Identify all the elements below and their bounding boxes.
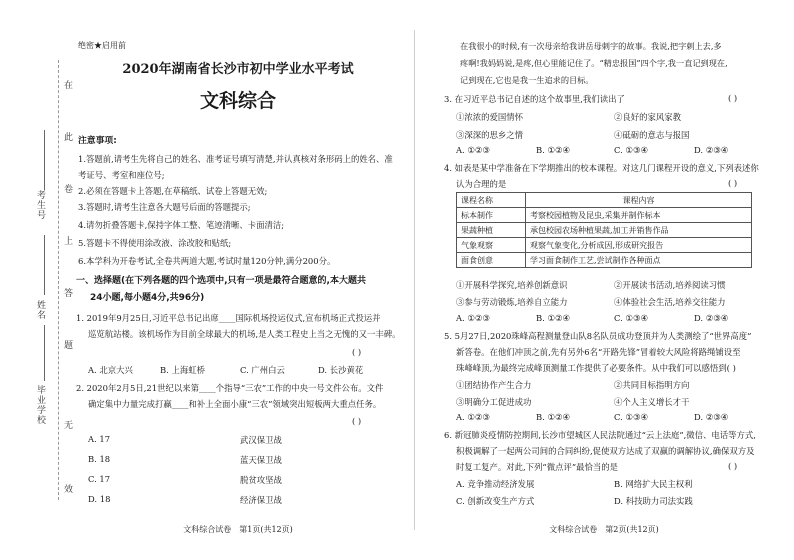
option-d[interactable]: D. ②③④ [694, 313, 729, 323]
question-stem: 巡览航站楼。该机场作为目前全球最大的机场,是人类工程史上当之无愧的又一丰碑。 [88, 329, 401, 339]
statement-item: ②共同目标指明方向 [614, 380, 690, 390]
option-b-text: 蓝天保卫战 [240, 455, 282, 465]
field-name[interactable]: 姓名 [35, 300, 45, 320]
statement-item: ②良好的家风家教 [614, 112, 681, 122]
notice-line: 5.答题卡不得使用涂改液、涂改胶和贴纸; [78, 238, 232, 248]
notice-title: 注意事项: [78, 136, 117, 146]
side-label: 此 [62, 132, 72, 142]
option-d-text: 经济保卫战 [240, 495, 282, 505]
option-d[interactable]: D. ②③④ [694, 412, 729, 422]
table-row [457, 208, 752, 223]
option-b[interactable]: B. 上海虹桥 [160, 365, 205, 375]
option-d[interactable]: D. 18 [88, 494, 111, 504]
statement-item: ②开展读书活动,培养阅读习惯 [614, 280, 726, 290]
intro-line: 疼啊!我妈妈说,是疼,但心里能记住了。“精忠报国”四个字,我一直记到现在, [460, 58, 728, 68]
side-label: 效 [62, 484, 72, 494]
statement-item: ①开展科学探究,培养创新意识 [456, 280, 568, 290]
table-cell: 观察气象变化,分析成因,形成研究报告 [526, 238, 752, 253]
question-stem: 确定集中力量完成打赢____和补上全面小康“三农”领域突出短板两大重点任务。 [88, 399, 382, 409]
binding-dashed-line [58, 60, 59, 500]
question-stem: 珠峰峰顶,为最终完成峰顶测量工作提供了必要条件。从中我们可以感悟到( ) [456, 363, 736, 373]
subject-title: 文科综合 [199, 90, 276, 112]
statement-item: ③明确分工促进成功 [456, 397, 532, 407]
question-stem: 4. 如表是某中学准备在下学期推出的校本课程。对这几门课程开设的意义,下列表述你 [444, 163, 759, 173]
question-stem: 新答卷。在他们冲顶之前,先有另外6名“开路先锋”冒着较大风险将路绳铺设至 [456, 347, 741, 357]
table-cell: 标本制作 [457, 208, 526, 223]
option-d[interactable]: D. 科技助力司法实践 [614, 496, 693, 506]
table-header-row [457, 193, 752, 208]
question-stem: 2. 2020年2月5日,21世纪以来第____个指导“三农”工作的中央一号文件公布。文件 [76, 383, 384, 393]
table-cell: 果蔬种植 [457, 223, 526, 238]
option-a[interactable]: A. 竞争推动经济发展 [456, 479, 535, 489]
secret-mark: 绝密★启用前 [78, 41, 126, 50]
field-line [44, 235, 45, 295]
notice-line: 4.请勿折叠答题卡,保持字体工整、笔迹清晰、卡面清洁; [78, 220, 285, 230]
option-c[interactable]: C. ①③④ [614, 313, 648, 323]
answer-paren: ( ) [352, 347, 362, 357]
option-b[interactable]: B. 网络扩大民主权利 [614, 479, 693, 489]
question-stem: 6. 新冠肺炎疫情防控期间,长沙市望城区人民法院通过“云上法庭”,微信、电话等方式, [444, 430, 756, 440]
option-a[interactable]: A. 17 [88, 434, 111, 444]
section-heading: 一、选择题(在下列各题的四个选项中,只有一项是最符合题意的,本大题共 [76, 276, 366, 286]
table-cell: 气象观察 [457, 238, 526, 253]
option-a[interactable]: A. 北京大兴 [88, 365, 133, 375]
course-table [456, 192, 752, 268]
statement-item: ④砥砺的意志与报国 [614, 130, 690, 140]
exam-title: 2020年湖南省长沙市初中学业水平考试 [122, 62, 354, 77]
page-footer: 文科综合试卷 第1页(共12页) [183, 525, 293, 534]
option-c[interactable]: C. ①③④ [614, 412, 648, 422]
answer-paren: ( ) [728, 93, 738, 103]
field-school[interactable]: 毕业学校 [35, 385, 45, 425]
table-cell: 学习面食制作工艺,尝试制作各种面点 [526, 253, 752, 268]
table-cell: 面食创意 [457, 253, 526, 268]
intro-line: 在我很小的时候,有一次母亲给我讲岳母刺字的故事。我说,把字刺上去,多 [460, 41, 722, 51]
side-label: 上 [62, 236, 72, 246]
statement-item: ④体验社会生活,培养交往能力 [614, 297, 726, 307]
option-a[interactable]: A. ①②③ [456, 412, 490, 422]
option-a[interactable]: A. ①②③ [456, 145, 490, 155]
question-stem: 积极调解了一起两公司间的合同纠纷,促使双方达成了双赢的调解协议,确保双方及 [456, 446, 755, 456]
table-row [457, 238, 752, 253]
answer-paren: ( ) [728, 461, 738, 471]
option-c[interactable]: C. 17 [88, 474, 111, 484]
notice-line: 考证号、考室和座位号; [78, 170, 165, 180]
table-cell: 考察校园植物及昆虫,采集并制作标本 [526, 208, 752, 223]
statement-item: ④个人主义增长才干 [614, 397, 690, 407]
option-a[interactable]: A. ①②③ [456, 313, 490, 323]
notice-line: 1.答题前,请考生先将自己的姓名、准考证号填写清楚,并认真核对条形码上的姓名、准 [78, 154, 393, 164]
side-label: 在 [62, 80, 72, 90]
table-row [457, 253, 752, 268]
statement-item: ③参与劳动锻炼,培养自立能力 [456, 297, 568, 307]
intro-line: 记到现在,它也是我一生追求的目标。 [460, 75, 594, 85]
option-b[interactable]: B. 18 [88, 454, 111, 464]
field-line [44, 130, 45, 190]
question-stem: 1. 2019年9月25日,习近平总书记出席____国际机场投运仪式,宣布机场正式投运并 [76, 313, 381, 323]
statement-item: ①团结协作产生合力 [456, 380, 532, 390]
option-c[interactable]: C. 广州白云 [240, 365, 285, 375]
option-b[interactable]: B. ①②④ [536, 313, 571, 323]
table-cell: 承包校园农场种植果蔬,加工并销售作品 [526, 223, 752, 238]
field-exam-number[interactable]: 考生号 [35, 190, 45, 220]
page-footer: 文科综合试卷 第2页(共12页) [549, 525, 659, 534]
answer-paren: ( ) [352, 416, 362, 426]
answer-paren: ( ) [728, 178, 738, 188]
notice-line: 2.必须在答题卡上答题,在草稿纸、试卷上答题无效; [78, 186, 268, 196]
option-b[interactable]: B. ①②④ [536, 145, 571, 155]
option-d[interactable]: D. ②③④ [694, 145, 729, 155]
field-line [44, 325, 45, 381]
option-d[interactable]: D. 长沙黄花 [318, 365, 364, 375]
question-stem: 时复工复产。对此,下列“微点评”最恰当的是 [456, 462, 618, 472]
option-b[interactable]: B. ①②④ [536, 412, 571, 422]
side-label: 题 [62, 340, 72, 350]
statement-item: ③深深的思乡之情 [456, 130, 523, 140]
page-divider [414, 30, 415, 530]
option-c[interactable]: C. 创新改变生产方式 [456, 496, 535, 506]
section-heading-cont: 24小题,每小题4分,共96分) [90, 293, 205, 303]
option-c[interactable]: C. ①③④ [614, 145, 648, 155]
notice-line: 6.本学科为开卷考试,全卷共两道大题,考试时量120分钟,满分200分。 [78, 256, 336, 266]
option-a-text: 武汉保卫战 [240, 435, 282, 445]
table-row [457, 223, 752, 238]
table-header: 课程内容 [526, 193, 752, 208]
side-label: 答 [62, 288, 72, 298]
table-header: 课程名称 [457, 193, 526, 208]
statement-item: ①浓浓的爱国情怀 [456, 112, 523, 122]
notice-line: 3.答题时,请考生注意各大题号后面的答题提示; [78, 202, 251, 212]
question-stem: 认为合理的是 [456, 179, 507, 189]
side-label: 无 [62, 420, 72, 430]
question-stem: 5. 5月27日,2020珠峰高程测量登山队8名队员成功登顶并为人类测绘了“世界高度” [444, 331, 752, 341]
option-c-text: 脱贫攻坚战 [240, 475, 282, 485]
side-label: 卷 [62, 184, 72, 194]
question-stem: 3. 在习近平总书记自述的这个故事里,我们读出了 [444, 94, 625, 104]
